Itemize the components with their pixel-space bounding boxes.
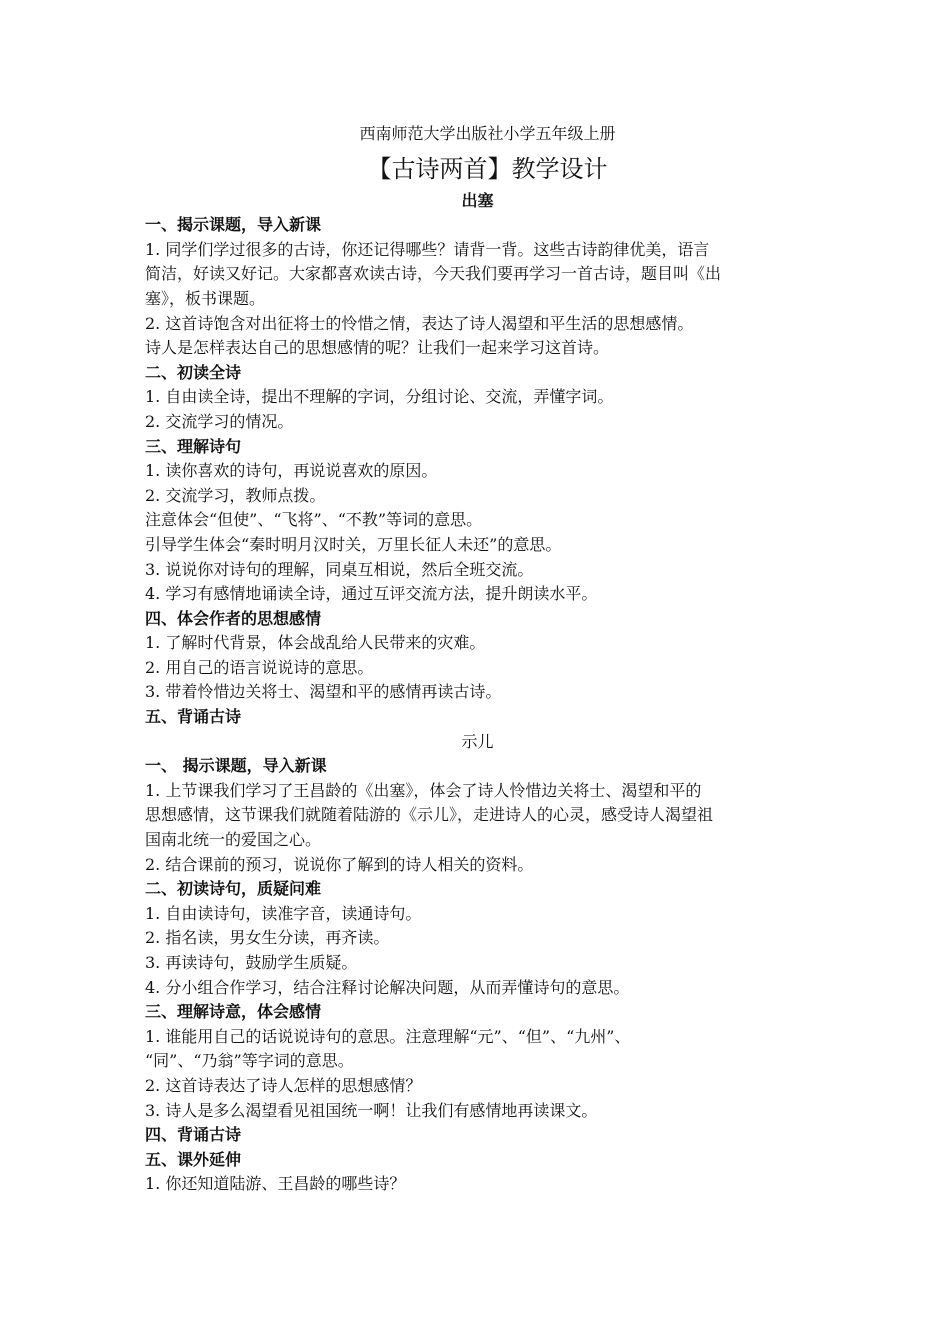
- note-line: 注意体会“但使”、“飞将”、“不教”等词的意思。: [145, 510, 483, 530]
- list-item: 2. 指名读，男女生分读，再齐读。: [145, 928, 390, 948]
- poem-title-shier: 示儿: [461, 731, 494, 751]
- section-heading: 一、揭示课题，导入新课: [145, 215, 322, 235]
- list-item: 1. 了解时代背景，体会战乱给人民带来的灾难。: [145, 633, 486, 653]
- list-item: 3. 带着怜惜边关将士、渴望和平的感情再读古诗。: [145, 682, 502, 702]
- list-item: 3. 诗人是多么渴望看见祖国统一啊！让我们有感情地再读课文。: [145, 1100, 598, 1120]
- list-item: 1. 谁能用自己的话说说诗句的意思。注意理解“元”、“但”、“九州”、: [145, 1026, 631, 1046]
- poem-title-chusai: 出塞: [461, 190, 494, 210]
- paragraph-line: 诗人是怎样表达自己的思想感情的呢？让我们一起来学习这首诗。: [145, 338, 610, 358]
- paragraph-line: 简洁，好读又好记。大家都喜欢读古诗，今天我们要再学习一首古诗，题目叫《出: [145, 264, 722, 284]
- list-item: 2. 这首诗表达了诗人怎样的思想感情？: [145, 1075, 422, 1095]
- section-heading: 三、理解诗句: [145, 436, 242, 456]
- list-item: 3. 说说你对诗句的理解，同桌互相说，然后全班交流。: [145, 559, 534, 579]
- list-item: 1. 自由读诗句，读准字音，读通诗句。: [145, 903, 422, 923]
- paragraph-line: 2. 这首诗饱含对出征将士的怜惜之情，表达了诗人渴望和平生活的思想感情。: [145, 313, 694, 333]
- paragraph-line: 思想感情，这节课我们就随着陆游的《示儿》，走进诗人的心灵，感受诗人渴望祖: [145, 805, 714, 825]
- section-heading: 四、体会作者的思想感情: [145, 608, 322, 628]
- section-heading: 二、初读全诗: [145, 362, 242, 382]
- paragraph-line: 国南北统一的爱国之心。: [145, 830, 322, 850]
- list-item: 4. 分小组合作学习，结合注释讨论解决问题，从而弄懂诗句的意思。: [145, 977, 630, 997]
- list-item: 1. 自由读全诗，提出不理解的字词，分组讨论、交流，弄懂字词。: [145, 387, 614, 407]
- list-item: 2. 结合课前的预习，说说你了解到的诗人相关的资料。: [145, 854, 534, 874]
- list-item: 2. 交流学习，教师点拨。: [145, 485, 326, 505]
- section-heading: 二、初读诗句，质疑问难: [145, 879, 322, 899]
- document-subtitle: 西南师范大学出版社小学五年级上册: [359, 124, 616, 143]
- list-item: 2. 交流学习的情况。: [145, 411, 294, 431]
- document-title: 【古诗两首】教学设计: [367, 154, 608, 183]
- list-item: 1. 读你喜欢的诗句，再说说喜欢的原因。: [145, 461, 438, 481]
- section-heading: 四、背诵古诗: [145, 1125, 242, 1145]
- list-item: “同”、“乃翁”等字词的意思。: [145, 1051, 354, 1071]
- paragraph-line: 1. 上节课我们学习了王昌龄的《出塞》，体会了诗人怜惜边关将士、渴望和平的: [145, 780, 702, 800]
- list-item: 1. 你还知道陆游、王昌龄的哪些诗？: [145, 1174, 406, 1194]
- document-body: [145, 122, 810, 1197]
- section-heading: 五、背诵古诗: [145, 707, 242, 727]
- section-heading: 三、理解诗意，体会感情: [145, 1002, 322, 1022]
- list-item: 2. 用自己的语言说说诗的意思。: [145, 657, 374, 677]
- section-heading: 五、课外延伸: [145, 1149, 242, 1169]
- paragraph-line: 塞》，板书课题。: [145, 288, 266, 308]
- note-line: 引导学生体会“秦时明月汉时关，万里长征人未还”的意思。: [145, 534, 562, 554]
- list-item: 4. 学习有感情地诵读全诗，通过互评交流方法，提升朗读水平。: [145, 584, 598, 604]
- paragraph-line: 1. 同学们学过很多的古诗，你还记得哪些？请背一背。这些古诗韵律优美，语言: [145, 239, 710, 259]
- list-item: 3. 再读诗句，鼓励学生质疑。: [145, 953, 358, 972]
- section-heading: 一、 揭示课题，导入新课: [145, 756, 327, 776]
